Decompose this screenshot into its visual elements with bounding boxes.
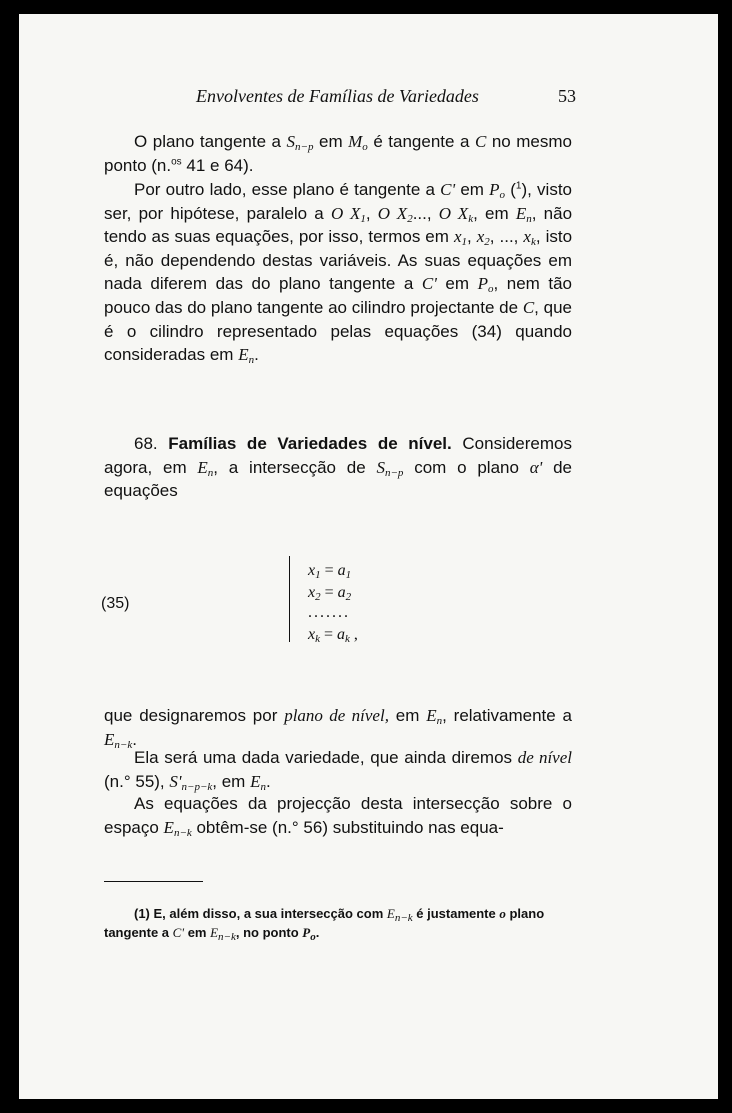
equation-line-2: $x_2 = a_2$	[308, 584, 352, 603]
section-68: 68. Famílias de Variedades de nível. Consideremos agora, em $E_n$, a intersecção de $S_{n-p}$ com o plano α' de equações	[104, 434, 573, 501]
paragraph-tangent-plane: O plano tangente a $S_{n-p}$ em $M_o$ é tangente a C no mesmo ponto (n.$^{os}$ 41 e 64).	[104, 132, 572, 175]
equation-line-1: $x_1 = a_1$	[308, 562, 352, 581]
paragraph-parallel-plane: Por outro lado, esse plano é tangente a C' em $P_o$ ($^1$), visto ser, por hipótese, paralelo a O $X_1$, O $X_2$..., O $X_k$, em $E_n$, não tendo as suas equações, por isso, termos em $x_1$, $x_2$, ..., $x_k$, isto é, não dependendo destas variáveis. As suas equações em nada diferem das do plano tangente a C' em $P_o$, nem tão pouco das do plano tangente ao cilindro projectante de C, que é o cilindro representado pelas equações (34) quando consideradas em $E_n$.	[104, 180, 573, 367]
equation-dots: .......	[308, 604, 350, 621]
equation-line-k: $x_k = a_k$ ,	[308, 626, 358, 645]
equation-label: (35)	[101, 595, 130, 612]
equation-brace	[289, 556, 298, 642]
section-number: 68.	[134, 434, 169, 453]
footnote-rule	[104, 881, 203, 882]
running-title: Envolventes de Famílias de Variedades	[196, 86, 479, 106]
footnote: (1) E, além disso, a sua intersecção com $E_{n-k}$ é justamente o plano tangente a C' em $E_{n-k}$, no ponto $P_o$.	[104, 906, 545, 943]
paragraph-level-plane: que designaremos por plano de nível, em $E_n$, relativamente a $E_{n-k}$.	[104, 706, 572, 751]
paragraph-projection: As equações da projecção desta intersecção sobre o espaço $E_{n-k}$ obtêm-se (n.° 56) substituindo nas equa-	[104, 794, 572, 839]
page-number: 53	[558, 86, 576, 106]
section-heading: Famílias de Variedades de nível.	[168, 434, 452, 453]
footnote-reference: 1	[515, 180, 522, 192]
paragraph-level-variety: Ela será uma dada variedade, que ainda diremos de nível (n.° 55), $S'_{n-p-k}$, em $E_n$.	[104, 748, 572, 793]
